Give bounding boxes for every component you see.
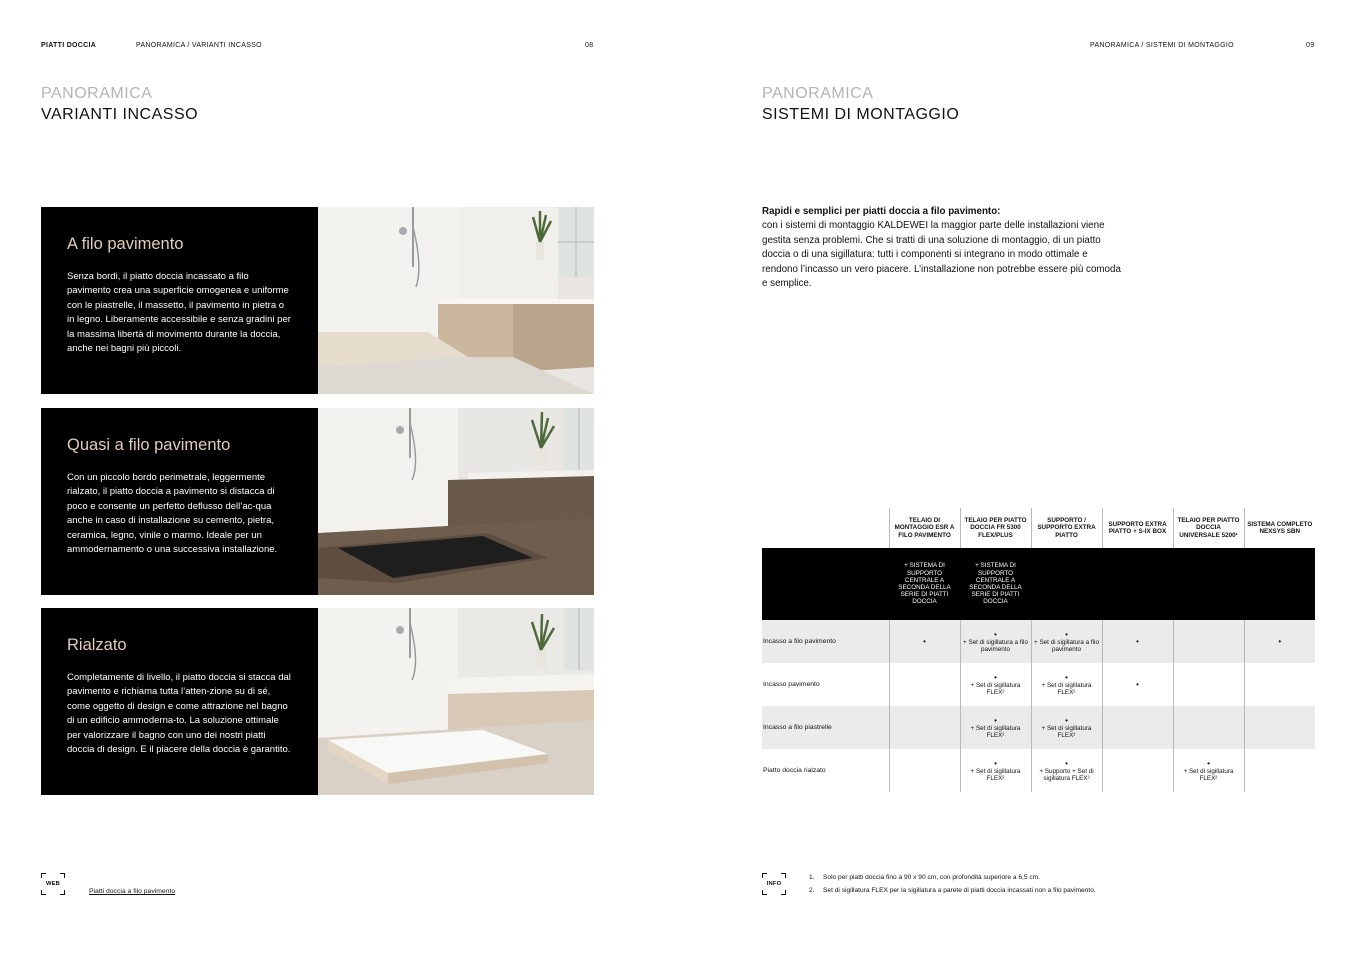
table-cell: • (889, 620, 960, 663)
table-cell (1244, 663, 1315, 706)
intro-text: con i sistemi di montaggio KALDEWEI la maggior parte delle installazioni viene gestita senza problemi. Che si tratti di una soluzione di montaggio, di un piatto doccia o di una sigillatura: tutti i componenti si integrano in modo ottimale e rendono l’incasso un vero piacere. L’installazione non potrebbe essere più comoda e semplice. (762, 220, 1121, 290)
table-cell: • + Set di sigillatura FLEX² (960, 706, 1031, 749)
table-cell: • (1102, 663, 1173, 706)
table-cell (1173, 706, 1244, 749)
variant-body: Con un piccolo bordo perimetrale, leggermente rialzato, il piatto doccia a pavimento si distacca di poco e consente un perfetto deflusso dell’ac-qua anche in caso di installazione su cemento, pietra, ceramica, legno, vinile o marmo. Ideale per un ammodernamento o una successiva installazione. (67, 472, 278, 556)
table-cell: • (1244, 620, 1315, 663)
table-header-row (762, 508, 1315, 548)
row-label: Incasso a filo pavimento (762, 620, 889, 663)
table-cell: • + Set di sigillatura a filo pavimento (960, 620, 1031, 663)
mounting-systems-table (762, 508, 1315, 792)
table-cell (1102, 706, 1173, 749)
variant-panel-raised (41, 608, 594, 795)
column-header: SUPPORTO EXTRA PIATTO + S-IX BOX (1102, 508, 1173, 548)
breadcrumb-right: PANORAMICA / SISTEMI DI MONTAGGIO (1090, 42, 1234, 49)
table-cell: • + Set di sigillatura FLEX² (1031, 663, 1102, 706)
column-header: TELAIO PER PIATTO DOCCIA FR 5300 FLEX/PLUS (960, 508, 1031, 548)
table-row (762, 749, 1315, 792)
column-header: SISTEMA COMPLETO NEXSYS SBN (1244, 508, 1315, 548)
table-row (762, 620, 1315, 663)
column-header: TELAIO DI MONTAGGIO ESR A FILO PAVIMENTO (889, 508, 960, 548)
table-cell: • + Set di sigillatura FLEX² (960, 663, 1031, 706)
intro-bold: Rapidi e semplici per piatti doccia a filo pavimento: (762, 206, 1001, 217)
table-cell (889, 749, 960, 792)
table-row (762, 663, 1315, 706)
table-cell (1102, 548, 1173, 620)
variant-panel-flush (41, 207, 594, 394)
row-label: Incasso a filo piastrelle (762, 706, 889, 749)
bathroom-photo-flush (318, 207, 594, 394)
page-number-right: 09 (1306, 42, 1315, 49)
variant-heading: Rialzato (67, 636, 127, 654)
variant-body: Completamente di livello, il piatto doccia si stacca dal pavimento e richiama tutta l’atten-zione su di sé, come oggetto di design e come attrazione nel bagno di un edificio ammoderna-to. La soluzione ottimale per valorizzare il bagno con uno dei nostri piatti doccia di design. E il piacere della doccia è garantito. (67, 672, 291, 756)
table-cell (889, 663, 960, 706)
table-cell (1173, 620, 1244, 663)
footnote: 2. Set di sigillatura FLEX per la sigillatura a parete di piatti doccia incassati non a filo pavimento. (809, 887, 1096, 894)
bathroom-photo-raised (318, 608, 594, 795)
table-cell: • + Supporto + Set di sigillatura FLEX² (1031, 749, 1102, 792)
info-label: INFO (766, 881, 782, 887)
table-cell (1173, 548, 1244, 620)
table-cell (1244, 749, 1315, 792)
web-icon (41, 873, 65, 895)
right-title-gray: PANORAMICA (762, 85, 874, 102)
left-title-dark: VARIANTI INCASSO (41, 106, 199, 123)
breadcrumb-left: PANORAMICA / VARIANTI INCASSO (136, 42, 262, 49)
table-cell (1031, 548, 1102, 620)
right-title-dark: SISTEMI DI MONTAGGIO (762, 106, 960, 123)
variant-body: Senza bordi, il piatto doccia incassato a filo pavimento crea una superficie omogenea e uniforme con le piastrelle, il massetto, il pavimento in pietra o in legno. Liberamente accessibile e senza gradini per la massima libertà di movimento durante la doccia, anche nei bagni più piccoli. (67, 271, 291, 355)
row-label: Piatto doccia rialzato (763, 766, 826, 774)
table-cell (1102, 749, 1173, 792)
table-cell (1173, 663, 1244, 706)
variant-panel-near-flush (41, 408, 594, 595)
info-icon (762, 873, 786, 895)
table-cell: • + Set di sigillatura FLEX² (1031, 706, 1102, 749)
footnote: 1. Solo per piatti doccia fino a 90 x 90 cm, con profondità superiore a 6,5 cm. (809, 874, 1040, 881)
web-link[interactable]: Piatti doccia a filo pavimento (89, 888, 176, 895)
variant-heading: Quasi a filo pavimento (67, 436, 231, 454)
variant-heading: A filo pavimento (67, 235, 184, 253)
bathroom-photo-near-flush (318, 408, 594, 595)
section-label: PIATTI DOCCIA (41, 42, 97, 49)
table-cell: • + Set di sigillatura FLEX² (1173, 749, 1244, 792)
column-header: TELAIO PER PIATTO DOCCIA UNIVERSALE 5200¹ (1173, 508, 1244, 548)
table-cell: • + Set di sigillatura a filo pavimento (1031, 620, 1102, 663)
table-black-row (762, 548, 1315, 620)
web-label: WEB (45, 881, 61, 887)
table-cell: + SISTEMA DI SUPPORTO CENTRALE A SECONDA DELLA SERIE DI PIATTI DOCCIA (889, 548, 960, 620)
intro-paragraph (762, 205, 1122, 291)
table-cell (889, 706, 960, 749)
table-cell: + SISTEMA DI SUPPORTO CENTRALE A SECONDA DELLA SERIE DI PIATTI DOCCIA (960, 548, 1031, 620)
table-cell: • + Set di sigillatura FLEX² (960, 749, 1031, 792)
left-title-gray: PANORAMICA (41, 85, 153, 102)
table-cell: • (1102, 620, 1173, 663)
row-label: Incasso pavimento (763, 680, 820, 688)
table-row (762, 706, 1315, 749)
table-cell (1244, 706, 1315, 749)
table-cell (1244, 548, 1315, 620)
footnotes (809, 874, 1096, 900)
column-header: SUPPORTO / SUPPORTO EXTRA PIATTO (1031, 508, 1102, 548)
page-number-left: 08 (585, 42, 594, 49)
